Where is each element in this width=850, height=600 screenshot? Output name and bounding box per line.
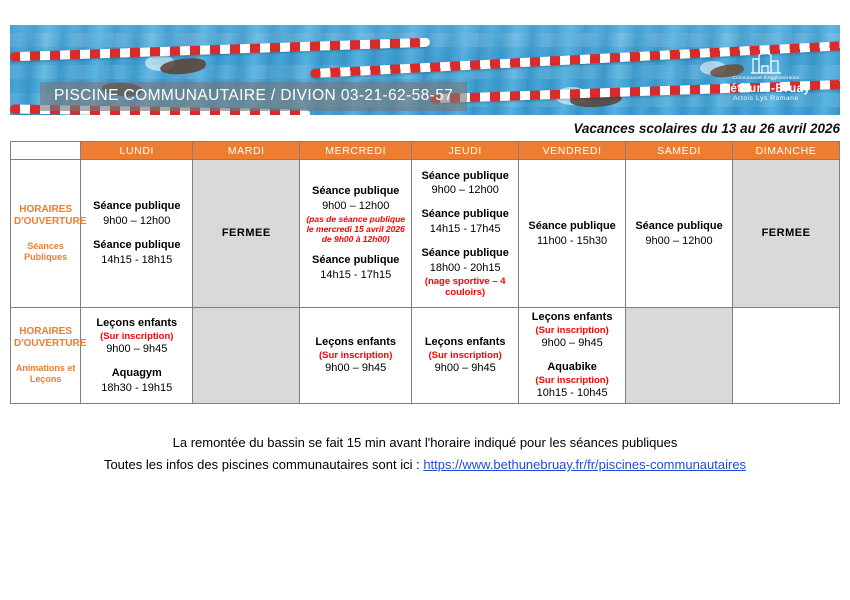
cell-jeudi-animations xyxy=(412,308,519,404)
cell-mardi-animations-empty xyxy=(193,308,300,404)
activity-block xyxy=(522,310,622,351)
activity-label: Aquagym xyxy=(111,366,162,379)
activity-time: 9h00 – 9h45 xyxy=(325,362,387,375)
session-block xyxy=(522,219,622,249)
table-row-animations-lecons xyxy=(11,308,840,404)
activity-time: 9h00 – 9h45 xyxy=(541,337,603,350)
session-block xyxy=(84,199,189,229)
row-header-animations-lecons xyxy=(11,308,87,404)
session-block xyxy=(84,238,189,268)
cell-samedi-publique xyxy=(626,160,733,308)
spacer xyxy=(84,357,189,366)
session-block xyxy=(303,184,408,244)
row-header-line1: HORAIRES xyxy=(19,325,73,337)
footer-line-1: La remontée du bassin se fait 15 min avant l'horaire indiqué pour les séances publiques xyxy=(172,435,678,450)
row-header-line1: HORAIRES xyxy=(19,203,73,215)
column-header-dimanche: DIMANCHE xyxy=(732,142,839,160)
logo-name: Béthune-Bruay xyxy=(721,82,811,95)
activity-time: 10h15 - 10h45 xyxy=(536,387,608,400)
agglomeration-logo xyxy=(706,49,826,103)
activity-time: 9h00 – 9h45 xyxy=(434,362,496,375)
column-header-mercredi: MERCREDI xyxy=(300,142,412,160)
column-header-samedi: SAMEDI xyxy=(626,142,733,160)
schedule-table xyxy=(10,141,840,404)
column-header-mardi: MARDI xyxy=(193,142,300,160)
cell-mercredi-publique xyxy=(300,160,412,308)
activity-label: Leçons enfants xyxy=(96,316,178,329)
banner-title: PISCINE COMMUNAUTAIRE / DIVION 03-21-62-58-57 xyxy=(40,82,467,111)
cell-dimanche-publique-closed: FERMEE xyxy=(732,160,839,308)
spacer xyxy=(415,237,515,246)
castle-logo-icon xyxy=(749,49,783,75)
cell-samedi-animations-empty xyxy=(626,308,733,404)
session-block xyxy=(415,169,515,199)
activity-block xyxy=(415,335,515,376)
spacer xyxy=(84,229,189,238)
footer-line-2 xyxy=(0,454,850,476)
session-label: Séance publique xyxy=(93,200,181,213)
column-header-jeudi: JEUDI xyxy=(412,142,519,160)
session-block xyxy=(415,207,515,237)
session-time: 11h00 - 15h30 xyxy=(537,234,608,247)
activity-block xyxy=(522,360,622,401)
logo-marque: Communauté d'Agglomération xyxy=(732,75,800,80)
session-label: Séance publique xyxy=(93,239,181,251)
session-time: 9h00 – 12h00 xyxy=(645,234,713,247)
session-label: Séance publique xyxy=(312,254,400,267)
cell-dimanche-animations-empty xyxy=(732,308,839,404)
row-header-sub: Animations et Leçons xyxy=(15,362,76,385)
session-block xyxy=(303,253,408,283)
session-label: Séance publique xyxy=(312,185,400,198)
activity-label: Leçons enfants xyxy=(424,336,506,349)
activity-label: Aquabike xyxy=(547,361,597,374)
period-subtitle: Vacances scolaires du 13 au 26 avril 2026 xyxy=(573,121,840,136)
spacer xyxy=(522,351,622,360)
table-header-row xyxy=(11,142,840,160)
cell-vendredi-animations xyxy=(519,308,626,404)
activity-block xyxy=(84,316,189,357)
cell-mercredi-animations xyxy=(300,308,412,404)
session-time: 9h00 – 12h00 xyxy=(322,199,390,212)
cell-lundi-animations xyxy=(81,308,193,404)
header-banner xyxy=(10,25,840,115)
session-time: 14h15 - 17h45 xyxy=(429,223,501,236)
session-label: Séance publique xyxy=(528,219,616,232)
activity-note: (Sur inscription) xyxy=(535,374,609,386)
activity-note: (Sur inscription) xyxy=(319,349,393,361)
column-header-vendredi: VENDREDI xyxy=(519,142,626,160)
footer-line-2-prefix: Toutes les infos des piscines communautaires sont ici : xyxy=(103,457,424,473)
session-block xyxy=(629,219,729,249)
session-time: 14h15 - 18h15 xyxy=(101,253,173,266)
session-label: Séance publique xyxy=(421,246,509,259)
session-time: 9h00 – 12h00 xyxy=(431,184,499,197)
activity-label: Leçons enfants xyxy=(531,311,613,323)
footer-notes xyxy=(0,432,850,476)
spacer xyxy=(303,244,408,253)
column-header-lundi: LUNDI xyxy=(81,142,193,160)
session-time: 18h00 - 20h15 xyxy=(429,261,501,274)
activity-block xyxy=(303,335,408,376)
session-note: (nage sportive – 4 couloirs) xyxy=(424,275,506,299)
session-time: 14h15 - 17h15 xyxy=(320,269,392,282)
session-label: Séance publique xyxy=(421,208,509,221)
row-header-line2: D'OUVERTURE xyxy=(14,216,87,228)
cell-lundi-publique xyxy=(81,160,193,308)
cell-vendredi-publique xyxy=(519,160,626,308)
session-label: Séance publique xyxy=(421,169,509,182)
activity-time: 9h00 – 9h45 xyxy=(106,342,168,355)
session-label: Séance publique xyxy=(635,219,723,232)
piscines-link[interactable]: https://www.bethunebruay.fr/fr/piscines-communautaires xyxy=(423,457,747,473)
cell-jeudi-publique xyxy=(412,160,519,308)
activity-time: 18h30 - 19h15 xyxy=(101,381,173,394)
logo-subtitle: Artois Lys Romane xyxy=(733,94,799,102)
session-block xyxy=(415,246,515,298)
table-row-seances-publiques xyxy=(11,160,840,308)
table-corner-cell xyxy=(11,142,81,160)
row-header-sub: Séances Publiques xyxy=(24,240,68,262)
session-exception-note: (pas de séance publique le mercredi 15 avril 2026 de 9h00 à 12h00) xyxy=(306,213,406,245)
activity-block xyxy=(84,366,189,396)
cell-mardi-publique-closed: FERMEE xyxy=(193,160,300,308)
activity-label: Leçons enfants xyxy=(315,336,397,349)
activity-note: (Sur inscription) xyxy=(428,349,502,361)
activity-note: (Sur inscription) xyxy=(100,330,174,342)
spacer xyxy=(415,198,515,207)
row-header-seances-publiques xyxy=(11,160,87,308)
row-header-line2: D'OUVERTURE xyxy=(14,338,87,350)
session-time: 9h00 – 12h00 xyxy=(103,215,171,228)
activity-note: (Sur inscription) xyxy=(535,324,609,336)
